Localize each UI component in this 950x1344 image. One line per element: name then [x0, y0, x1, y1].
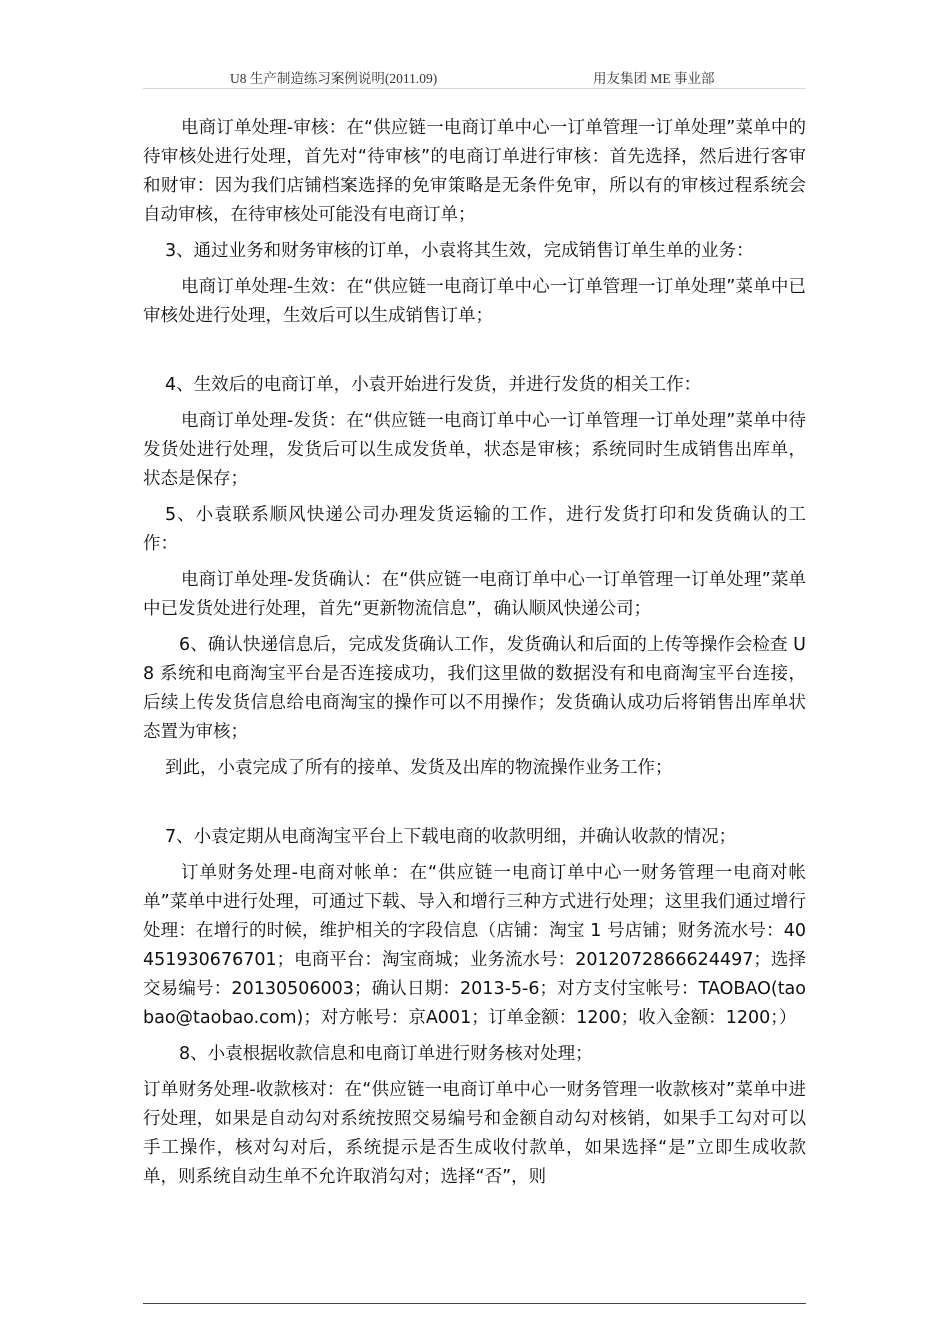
- paragraph-step-7: 7、小袁定期从电商淘宝平台上下载电商的收款明细，并确认收款的情况；: [165, 827, 737, 847]
- header-title: U8 生产制造练习案例说明(2011.09): [230, 71, 438, 86]
- document-body: [143, 114, 806, 1192]
- paragraph-order-review: 电商订单处理-审核：在“供应链一电商订单中心一订单管理一订单处理”菜单中的待审核处进行处理，首先对“待审核”的电商订单进行审核：首先选择，然后进行客审和财审：因为我们店铺档案选择的免审策略是无条件免审，所以有的审核过程系统会自动审核，在待审核处可能没有电商订单；: [143, 118, 806, 225]
- page-header: [143, 64, 806, 89]
- header-organization: 用友集团 ME 事业部: [593, 71, 715, 86]
- paragraph-order-activate: 电商订单处理-生效：在“供应链一电商订单中心一订单管理一订单处理”菜单中已审核处进行处理，生效后可以生成销售订单；: [143, 277, 806, 326]
- paragraph-statement: 订单财务处理-电商对帐单：在“供应链一电商订单中心一财务管理一电商对帐单”菜单中进行处理，可通过下载、导入和增行三种方式进行处理；这里我们通过增行处理：在增行的时候，维护相关的字段信息（店铺：淘宝 1 号店铺；财务流水号：40451930676701；电商平台：淘宝商城；业务流水号：2012072866624497；选择交易编号：20130506003；确认日期：2013-5-6；对方支付宝帐号：TAOBAO(taobao@taobao.com)；对方帐号：京A001；订单金额：1200；收入金额：1200；）: [143, 863, 806, 1028]
- paragraph-step-5: 5、小袁联系顺风快递公司办理发货运输的工作，进行发货打印和发货确认的工作：: [143, 505, 806, 554]
- paragraph-ship-confirm: 电商订单处理-发货确认：在“供应链一电商订单中心一订单管理一订单处理”菜单中已发货处进行处理，首先“更新物流信息”，确认顺风快递公司；: [143, 570, 806, 619]
- paragraph-step-8: 8、小袁根据收款信息和电商订单进行财务核对处理；: [179, 1044, 593, 1064]
- footer-rule: [143, 1303, 806, 1304]
- paragraph-order-ship: 电商订单处理-发货：在“供应链一电商订单中心一订单管理一订单处理”菜单中待发货处进行处理，发货后可以生成发货单，状态是审核；系统同时生成销售出库单，状态是保存；: [143, 411, 806, 489]
- paragraph-logistics-done: 到此，小袁完成了所有的接单、发货及出库的物流操作业务工作；: [165, 758, 673, 778]
- paragraph-step-4: 4、生效后的电商订单，小袁开始进行发货，并进行发货的相关工作：: [165, 375, 702, 395]
- paragraph-payment-check: 订单财务处理-收款核对：在“供应链一电商订单中心一财务管理一收款核对”菜单中进行处理，如果是自动勾对系统按照交易编号和金额自动勾对核销，如果手工勾对可以手工操作，核对勾对后，系统提示是否生成收付款单，如果选择“是”立即生成收款单，则系统自动生单不允许取消勾对；选择“否”，则: [143, 1080, 806, 1187]
- paragraph-step-6: 6、确认快递信息后，完成发货确认工作，发货确认和后面的上传等操作会检查 U8 系统和电商淘宝平台是否连接成功，我们这里做的数据没有和电商淘宝平台连接，后续上传发货信息给电商淘宝的操作可以不用操作；发货确认成功后将销售出库单状态置为审核；: [143, 635, 806, 742]
- paragraph-step-3: 3、通过业务和财务审核的订单，小袁将其生效，完成销售订单生单的业务：: [165, 241, 754, 261]
